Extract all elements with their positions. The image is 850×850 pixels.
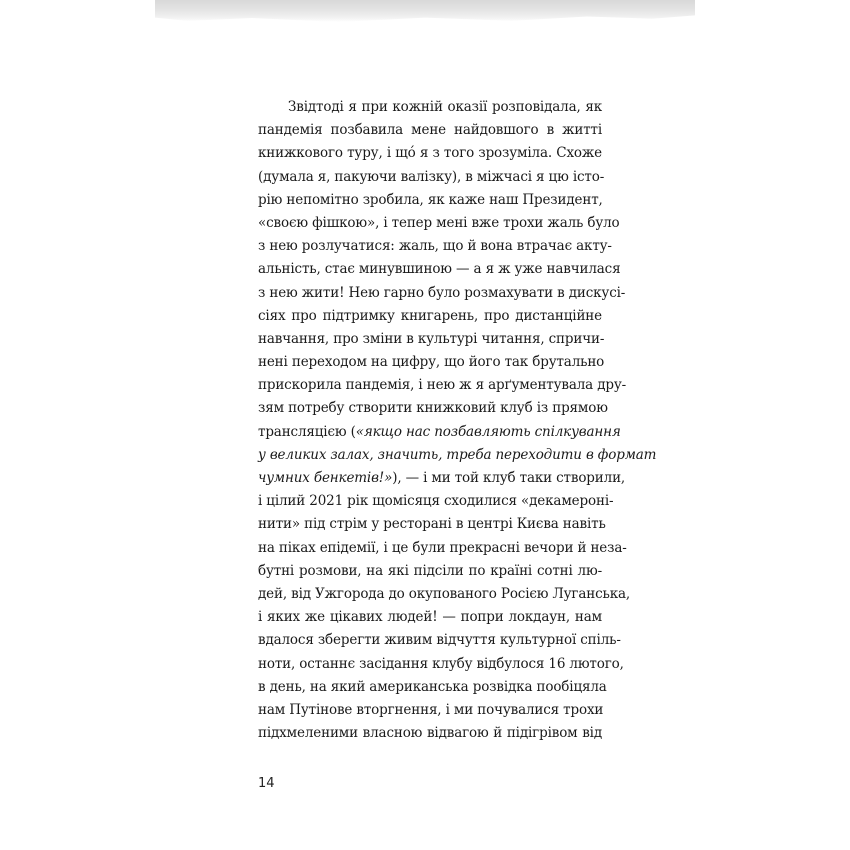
text-line-italic: «якщо нас позбавляють спілкування [355,423,621,440]
text-line: з нею жити! Нею гарно було розмахувати в дискусі- [258,284,626,301]
text-line: альність, стає минувшиною — а я ж уже навчилася [258,261,621,278]
body-text [258,96,657,745]
text-line: зям потребу створити книжковий клуб із прямою [258,400,608,417]
text-line: і яких же цікавих людей! — попри локдаун, нам [258,609,602,626]
text-line: Звідтоді я при кожній оказії розповідала, як [288,99,602,115]
text-line: нам Путінове вторгнення, і ми почувалися трохи [258,701,604,718]
text-line: вдалося зберегти живим відчуття культурної спіль- [258,632,621,649]
text-line [258,467,626,490]
text-line: нені переходом на цифру, що його так брутально [258,354,605,371]
text-line: ноти, останнє засідання клубу відбулося 16 лютого, [258,655,624,672]
text-line: (думала я, пакуючи валізку), в міжчасі я цю істо- [258,168,605,185]
text-line: нити» під стрім у ресторані в центрі Києва навіть [258,516,606,533]
text-line: сіях про підтримку книгарень, про дистанційне [258,307,602,324]
text-line: в день, на який американська розвідка пообіцяла [258,678,607,695]
text-line: і цілий 2021 рік щомісяця сходилися «декамероні- [258,493,614,510]
text-line: рію непомітно зробила, як каже наш Президент, [258,191,603,208]
text-line: прискорила пандемія, і нею ж я арґументувала дру- [258,377,627,394]
text-line: «своєю фішкою», і тепер мені вже трохи жаль було [258,214,620,231]
text-line-plain: ), — і ми той клуб таки створили, [392,470,626,486]
text-line [258,421,621,444]
text-line-italic: чумних бенкетів!» [258,470,393,486]
scanned-page-edge [155,0,695,22]
text-line: книжкового туру, і щó я з того зрозуміла. Схоже [258,145,602,162]
page-number: 14 [258,776,275,791]
text-line: з нею розлучатися: жаль, що й вона втрачає акту- [258,238,612,255]
text-line: бутні розмови, на які підсіли по країні сотні лю- [258,562,602,579]
text-line: навчання, про зміни в культурі читання, спричи- [258,330,605,347]
text-line: пандемія позбавила мене найдовшого в житті [258,122,602,139]
text-line: підхмеленими власною відвагою й підігрівом від [258,725,602,742]
text-line-plain: трансляцією ( [258,423,356,440]
text-line-italic: у великих залах, значить, треба переходити в формат [258,446,657,463]
text-line: на піках епідемії, і це були прекрасні вечори й неза- [258,539,627,556]
text-line: дей, від Ужгорода до окупованого Росією Луганська, [258,585,631,602]
